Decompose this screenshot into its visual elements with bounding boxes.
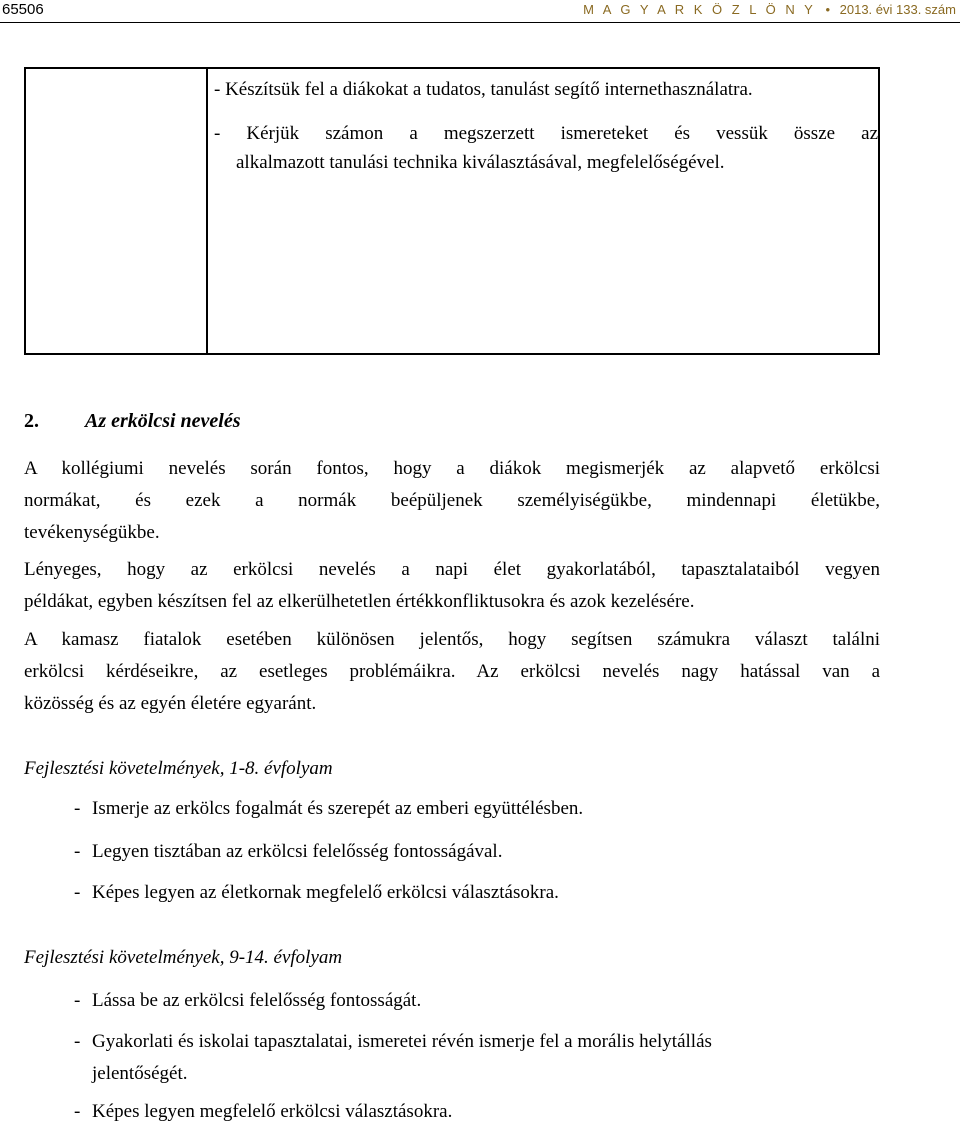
- dash-mark: -: [74, 882, 81, 903]
- requirement-text: Képes legyen az életkornak megfelelő erkölcsi választásokra.: [92, 882, 559, 903]
- section-title: Az erkölcsi nevelés: [85, 410, 241, 432]
- paragraph-2: [24, 554, 880, 618]
- requirement-text: Képes legyen megfelelő erkölcsi választásokra.: [92, 1101, 453, 1122]
- table-left-cell: [26, 69, 208, 353]
- dash-mark: -: [74, 798, 81, 819]
- table-line-2: - Kérjük számon a megszerzett ismereteket és vessük össze az: [214, 123, 878, 144]
- paragraph-1: [24, 453, 880, 549]
- requirement-text: Gyakorlati és iskolai tapasztalatai, ismeretei révén ismerje fel a morális helytállás: [92, 1031, 712, 1052]
- paragraph-line: példákat, egyben készítsen fel az elkerülhetetlen értékkonfliktusokra és azok kezelésére.: [24, 591, 695, 612]
- requirements-heading-9-14: Fejlesztési követelmények, 9-14. évfolyam: [24, 947, 343, 968]
- section-number: 2.: [24, 410, 39, 432]
- paragraph-line: normákat, és ezek a normák beépüljenek személyiségükbe, mindennapi életükbe,: [24, 490, 880, 511]
- page-number: 65506: [2, 1, 44, 18]
- table-right-cell: [210, 69, 878, 353]
- paragraph-line: közösség és az egyén életére egyaránt.: [24, 693, 317, 714]
- dash-mark: -: [74, 990, 81, 1011]
- paragraph-line: A kollégiumi nevelés során fontos, hogy a diákok megismerjék az alapvető erkölcsi: [24, 458, 880, 479]
- requirement-text: jelentőségét.: [92, 1063, 188, 1084]
- requirement-text: Lássa be az erkölcsi felelősség fontosságát.: [92, 990, 422, 1011]
- table-line-1: - Készítsük fel a diákokat a tudatos, tanulást segítő internethasználatra.: [214, 79, 753, 100]
- dash-mark: -: [74, 1031, 81, 1052]
- content-table: [24, 67, 880, 355]
- requirement-text: Ismerje az erkölcs fogalmát és szerepét az emberi együttélésben.: [92, 798, 584, 819]
- header-bullet: •: [825, 2, 831, 17]
- issue-label: 2013. évi 133. szám: [839, 2, 956, 17]
- header-rule: [0, 22, 960, 23]
- paragraph-line: Lényeges, hogy az erkölcsi nevelés a napi élet gyakorlatából, tapasztalataiból vegyen: [24, 559, 880, 580]
- paragraph-3: [24, 624, 880, 720]
- requirement-text: Legyen tisztában az erkölcsi felelősség fontosságával.: [92, 841, 503, 862]
- journal-name: M A G Y A R K Ö Z L Ö N Y: [583, 2, 816, 17]
- dash-mark: -: [74, 841, 81, 862]
- requirements-heading-1-8: Fejlesztési követelmények, 1-8. évfolyam: [24, 758, 333, 779]
- table-line-3: alkalmazott tanulási technika kiválasztásával, megfelelőségével.: [236, 152, 725, 173]
- paragraph-line: erkölcsi kérdéseikre, az esetleges problémáikra. Az erkölcsi nevelés nagy hatással van a: [24, 661, 880, 682]
- paragraph-line: A kamasz fiatalok esetében különösen jelentős, hogy segítsen számukra választ találni: [24, 629, 880, 650]
- page-header: [0, 0, 960, 22]
- dash-mark: -: [74, 1101, 81, 1122]
- journal-title: [583, 2, 956, 17]
- paragraph-line: tevékenységükbe.: [24, 522, 160, 543]
- section-heading: [24, 410, 241, 433]
